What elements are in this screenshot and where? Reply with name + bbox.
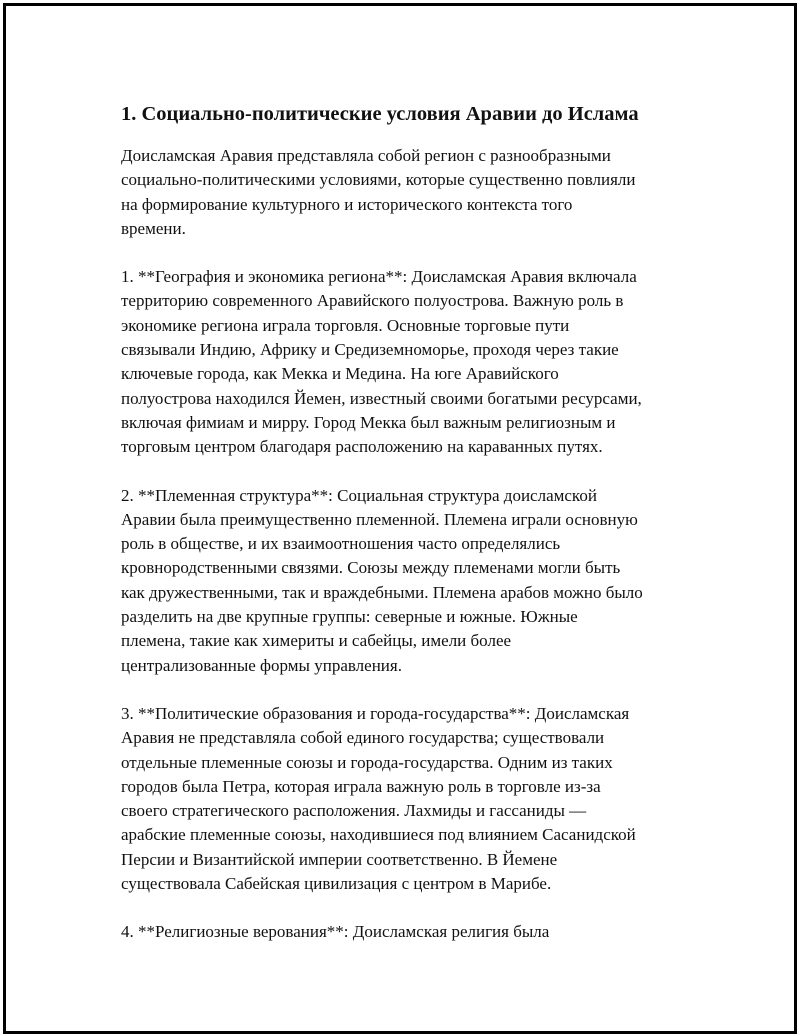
text-line: существовала Сабейская цивилизация с центром в Марибе. [121, 874, 552, 894]
page-frame [3, 3, 797, 1034]
text-line: 2. **Племенная структура**: Социальная структура доисламской [121, 485, 597, 505]
text-line: торговым центром благодаря расположению на караванных путях. [121, 437, 603, 457]
paragraph-intro [121, 144, 701, 241]
text-line: 1. **География и экономика региона**: Доисламская Аравия включала [121, 267, 637, 287]
text-line: централизованные формы управления. [121, 655, 402, 675]
text-line: своего стратегического расположения. Лахмиды и гассаниды — [121, 801, 587, 821]
text-line: племена, такие как химериты и сабейцы, имели более [121, 631, 512, 651]
text-line: 4. **Религиозные верования**: Доисламская религия была [121, 922, 550, 942]
text-line: связывали Индию, Африку и Средиземноморье, проходя через такие [121, 340, 619, 360]
text-line: Персии и Византийской империи соответственно. В Йемене [121, 849, 558, 869]
text-line: на формирование культурного и исторического контекста того [121, 194, 573, 214]
text-line: Аравия не представляла собой единого государства; существовали [121, 728, 605, 748]
text-line: арабские племенные союзы, находившиеся под влиянием Сасанидской [121, 825, 636, 845]
text-line: времени. [121, 218, 186, 238]
text-line: социально-политическими условиями, которые существенно повлияли [121, 170, 636, 190]
paragraph-geography-economy [121, 265, 701, 459]
text-line: территорию современного Аравийского полуострова. Важную роль в [121, 291, 624, 311]
text-line: 3. **Политические образования и города-государства**: Доисламская [121, 703, 630, 723]
paragraph-religious-beliefs [121, 920, 701, 944]
text-line: как дружественными, так и враждебными. Племена арабов можно было [121, 582, 643, 602]
text-line: кровнородственными связями. Союзы между племенами могли быть [121, 558, 621, 578]
text-line: Доисламская Аравия представляла собой регион с разнообразными [121, 146, 611, 165]
document-title: 1. Социально-политические условия Аравии до Ислама [121, 103, 639, 125]
text-line: отдельные племенные союзы и города-государства. Одним из таких [121, 752, 613, 772]
text-line: разделить на две крупные группы: северные и южные. Южные [121, 607, 578, 627]
text-line: ключевые города, как Мекка и Медина. На юге Аравийского [121, 364, 559, 384]
text-line: роль в обществе, и их взаимоотношения часто определялись [121, 534, 561, 554]
text-line: Аравии была преимущественно племенной. Племена играли основную [121, 509, 638, 529]
paragraph-political-formations [121, 702, 701, 896]
text-line: экономике региона играла торговля. Основные торговые пути [121, 315, 570, 335]
document-body [121, 100, 701, 969]
text-line: включая фимиам и мирру. Город Мекка был важным религиозным и [121, 412, 616, 432]
text-line: городов была Петра, которая играла важную роль в торговле из-за [121, 776, 601, 796]
text-line: полуострова находился Йемен, известный своими богатыми ресурсами, [121, 388, 642, 408]
paragraph-tribal-structure [121, 484, 701, 678]
